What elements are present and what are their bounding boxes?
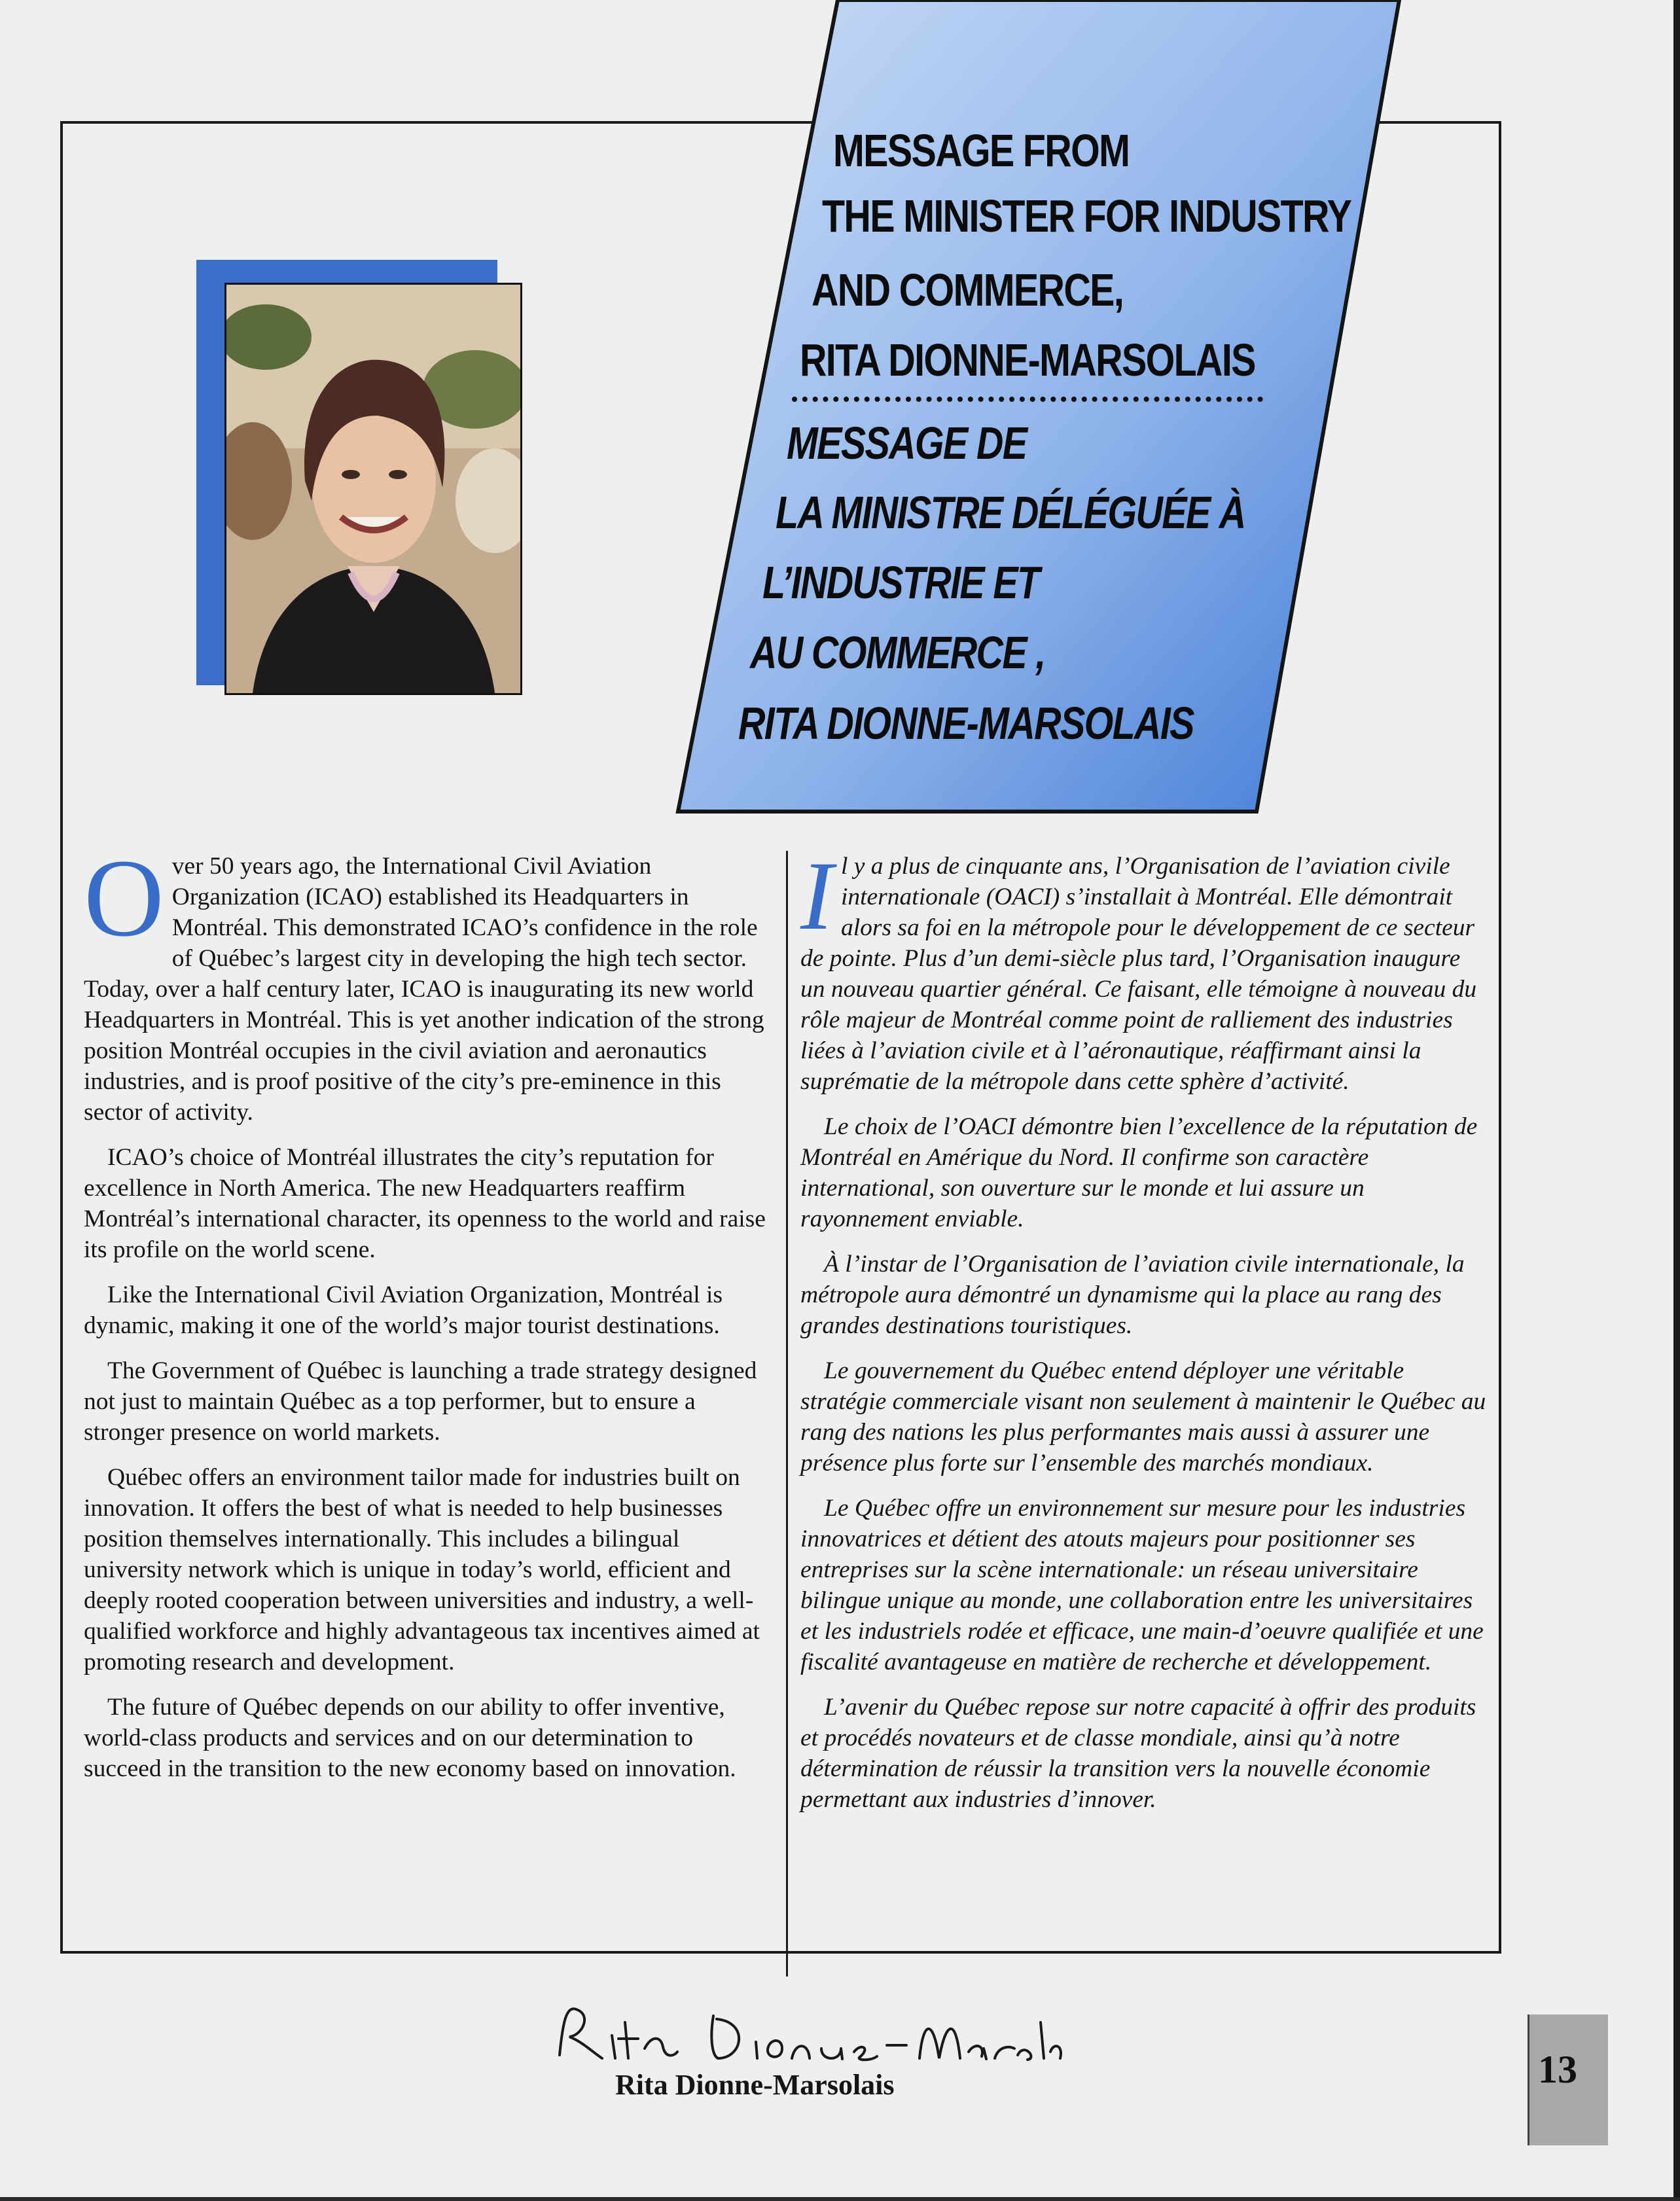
french-paragraph-3: À l’instar de l’Organisation de l’aviation civile internationale, la métropole aura démontré un dynamisme qui la place au rang des grandes destinations touristiques. <box>800 1251 1465 1339</box>
dotted-separator <box>792 397 1263 402</box>
banner-en-line-1: MESSAGE FROM <box>833 125 1130 176</box>
english-paragraph-6: The future of Québec depends on our ability to offer inventive, world-class products and services and on our determination to succeed in the transition to the new economy based on innovation. <box>84 1694 736 1782</box>
english-column <box>84 836 770 1798</box>
english-paragraph-5: Québec offers an environment tailor made for industries built on innovation. It offers the best of what is needed to help businesses position themselves internationally. This includes a bilingual university network which is unique in today’s world, efficient and deeply rooted cooperation between universities and industry, a well-qualified workforce and highly advantageous tax incentives aimed at promoting research and development. <box>84 1464 760 1675</box>
english-paragraph-3: Like the International Civil Aviation Organization, Montréal is dynamic, making it one of the world’s major tourist destinations. <box>84 1281 723 1339</box>
banner-en-line-4: RITA DIONNE-MARSOLAIS <box>800 334 1255 385</box>
english-paragraph-2: ICAO’s choice of Montréal illustrates the city’s reputation for excellence in North America. The new Headquarters reaffirm Montréal’s international character, its openness to the world and raise its profile on the world scene. <box>84 1144 766 1263</box>
french-paragraph-1 <box>800 842 1486 1097</box>
column-divider <box>786 851 788 1977</box>
banner-fr-line-1: MESSAGE DE <box>787 418 1027 469</box>
banner-en-line-2: THE MINISTER FOR INDUSTRY <box>822 190 1351 242</box>
banner-fr-line-2: LA MINISTRE DÉLÉGUÉE À <box>776 487 1245 538</box>
banner-en-line-3: AND COMMERCE, <box>812 264 1124 315</box>
signer-name: Rita Dionne-Marsolais <box>615 2069 895 2101</box>
title-banner <box>674 0 1407 818</box>
french-paragraph-6: L’avenir du Québec repose sur notre capacité à offrir des produits et procédés novateurs et de classe mondiale, ainsi qu’à notre détermination de réussir la transition vers la nouvelle économie permettant aux industries d’innover. <box>800 1694 1476 1813</box>
english-paragraph-4: The Government of Québec is launching a trade strategy designed not just to maintain Québec as a top performer, but to ensure a stronger presence on world markets. <box>84 1357 757 1446</box>
english-paragraph-1 <box>84 836 770 1128</box>
french-column <box>800 842 1486 1829</box>
french-paragraph-2: Le choix de l’OACI démontre bien l’excellence de la réputation de Montréal en Amérique du Nord. Il confirme son caractère international, son ouverture sur le monde et lui assure un rayonnement enviable. <box>800 1113 1478 1232</box>
minister-portrait-photo <box>224 283 522 695</box>
handwritten-signature <box>546 1996 1070 2068</box>
banner-fr-line-3: L’INDUSTRIE ET <box>762 557 1039 608</box>
french-dropcap: I <box>800 842 833 950</box>
page-number: 13 <box>1538 2048 1577 2091</box>
scan-edge-bottom <box>0 2197 1680 2201</box>
french-paragraph-1-text: l y a plus de cinquante ans, l’Organisation de l’aviation civile internationale (OACI) s’installait à Montréal. Elle démontrait alors sa foi en la métropole pour le développement de ce secteur de pointe. Plus d’un demi-siècle plus tard, l’Organisation inaugure un nouveau quartier général. Ce faisant, elle témoigne à nouveau du rôle majeur de Montréal comme point de ralliement des industries liées à l’aviation civile et à l’aéronautique, réaffirmant ainsi la suprématie de la métropole dans cette sphère d’activité. <box>800 853 1477 1095</box>
scan-edge-right <box>1673 0 1680 2201</box>
banner-fr-line-4: AU COMMERCE , <box>750 627 1045 678</box>
french-paragraph-5: Le Québec offre un environnement sur mesure pour les industries innovatrices et détient des atouts majeurs pour positionner ses entreprises sur la scène internationale: un réseau universitaire bilingue unique au monde, une collaboration entre les universitaires et les industriels rodée et efficace, une main-d’oeuvre qualifiée et une fiscalité avantageuse en matière de recherche et développement. <box>800 1495 1484 1675</box>
french-paragraph-4: Le gouvernement du Québec entend déployer une véritable stratégie commerciale visant non seulement à maintenir le Québec au rang des nations les plus performantes mais aussi à assurer une présence plus forte sur l’ensemble des marchés mondiaux. <box>800 1357 1486 1476</box>
english-paragraph-1-text: ver 50 years ago, the International Civil Aviation Organization (ICAO) established its Headquarters in Montréal. This demonstrated ICAO’s confidence in the role of Québec’s largest city in developing the high tech sector. Today, over a half century later, ICAO is inaugurating its new world Headquarters in Montréal. This is yet another indication of the strong position Montréal occupies in the civil aviation and aeronautics industries, and is proof positive of the city’s pre-eminence in this sector of activity. <box>84 853 764 1126</box>
english-dropcap: O <box>84 836 164 959</box>
banner-fr-line-5: RITA DIONNE-MARSOLAIS <box>738 698 1194 749</box>
